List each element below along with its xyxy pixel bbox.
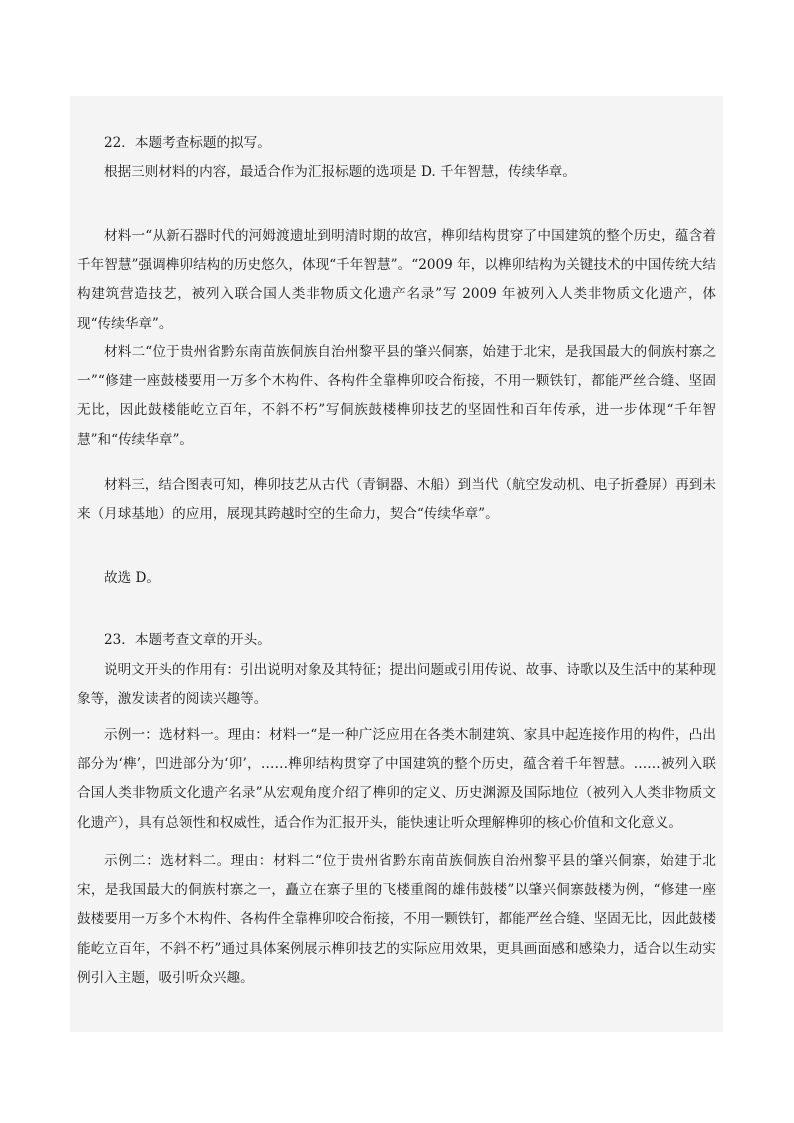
q22-material2: 材料二“位于贵州省黔东南苗族侗族自治州黎平县的肇兴侗寨，始建于北宋，是我国最大的侗族村寨之一”“修建一座鼓楼要用一万多个木构件、各构件全靠榫卯咬合衔接，不用一颗铁钉，都能严丝合缝、坚固无比，因此鼓楼能屹立百年，不斜不朽”写侗族鼓楼榫卯技艺的坚固性和百年传承，进一步体现“千年智慧”和“传续华章”。	[77, 344, 716, 448]
q22-conclusion: 故选 D。	[104, 570, 161, 586]
q22-material1: 材料一“从新石器时代的河姆渡遗址到明清时期的故宫，榫卯结构贯穿了中国建筑的整个历史，蕴含着千年智慧”强调榫卯结构的历史悠久，体现“千年智慧”。“2009 年，以榫卯结构为关键技术的中国传统大结构建筑营造技艺，被列入联合国人类非物质文化遗产名录”写 2009 年被列入人类非物质文化遗产，体现“传续华章”。	[77, 228, 716, 332]
q23-example1: 示例一：选材料一。理由：材料一“是一种广泛应用在各类木制建筑、家具中起连接作用的构件，凸出部分为‘榫’，凹进部分为‘卯’，……榫卯结构贯穿了中国建筑的整个历史，蕴含着千年智慧。……被列入联合国人类非物质文化遗产名录”从宏观角度介绍了榫卯的定义、历史渊源及国际地位（被列入人类非物质文化遗产），具有总领性和权威性，适合作为汇报开头，能快速让听众理解榫卯的核心价值和文化意义。	[77, 727, 716, 831]
q23-heading: 23．本题考查文章的开头。	[104, 632, 271, 648]
q22-heading: 22．本题考查标题的拟写。	[104, 135, 271, 151]
q22-intro: 根据三则材料的内容，最适合作为汇报标题的选项是 D. 千年智慧，传续华章。	[104, 164, 576, 180]
q23-example2: 示例二：选材料二。理由：材料二“位于贵州省黔东南苗族侗族自治州黎平县的肇兴侗寨，始建于北宋，是我国最大的侗族村寨之一，矗立在寨子里的飞楼重阁的雄伟鼓楼”以肇兴侗寨鼓楼为例，“修建一座鼓楼要用一万多个木构件、各构件全靠榫卯咬合衔接，不用一颗铁钉，都能严丝合缝、坚固无比，因此鼓楼能屹立百年，不斜不朽”通过具体案例展示榫卯技艺的实际应用效果，更具画面感和感染力，适合以生动实例引入主题，吸引听众兴趣。	[77, 853, 716, 986]
q23-intro: 说明文开头的作用有：引出说明对象及其特征；提出问题或引用传说、故事、诗歌以及生活中的某种现象等，激发读者的阅读兴趣等。	[77, 662, 716, 708]
answer-page-content	[70, 96, 723, 1032]
q22-material3: 材料三，结合图表可知，榫卯技艺从古代（青铜器、木船）到当代（航空发动机、电子折叠屏）再到未来（月球基地）的应用，展现其跨越时空的生命力，契合“传续华章”。	[77, 477, 716, 523]
